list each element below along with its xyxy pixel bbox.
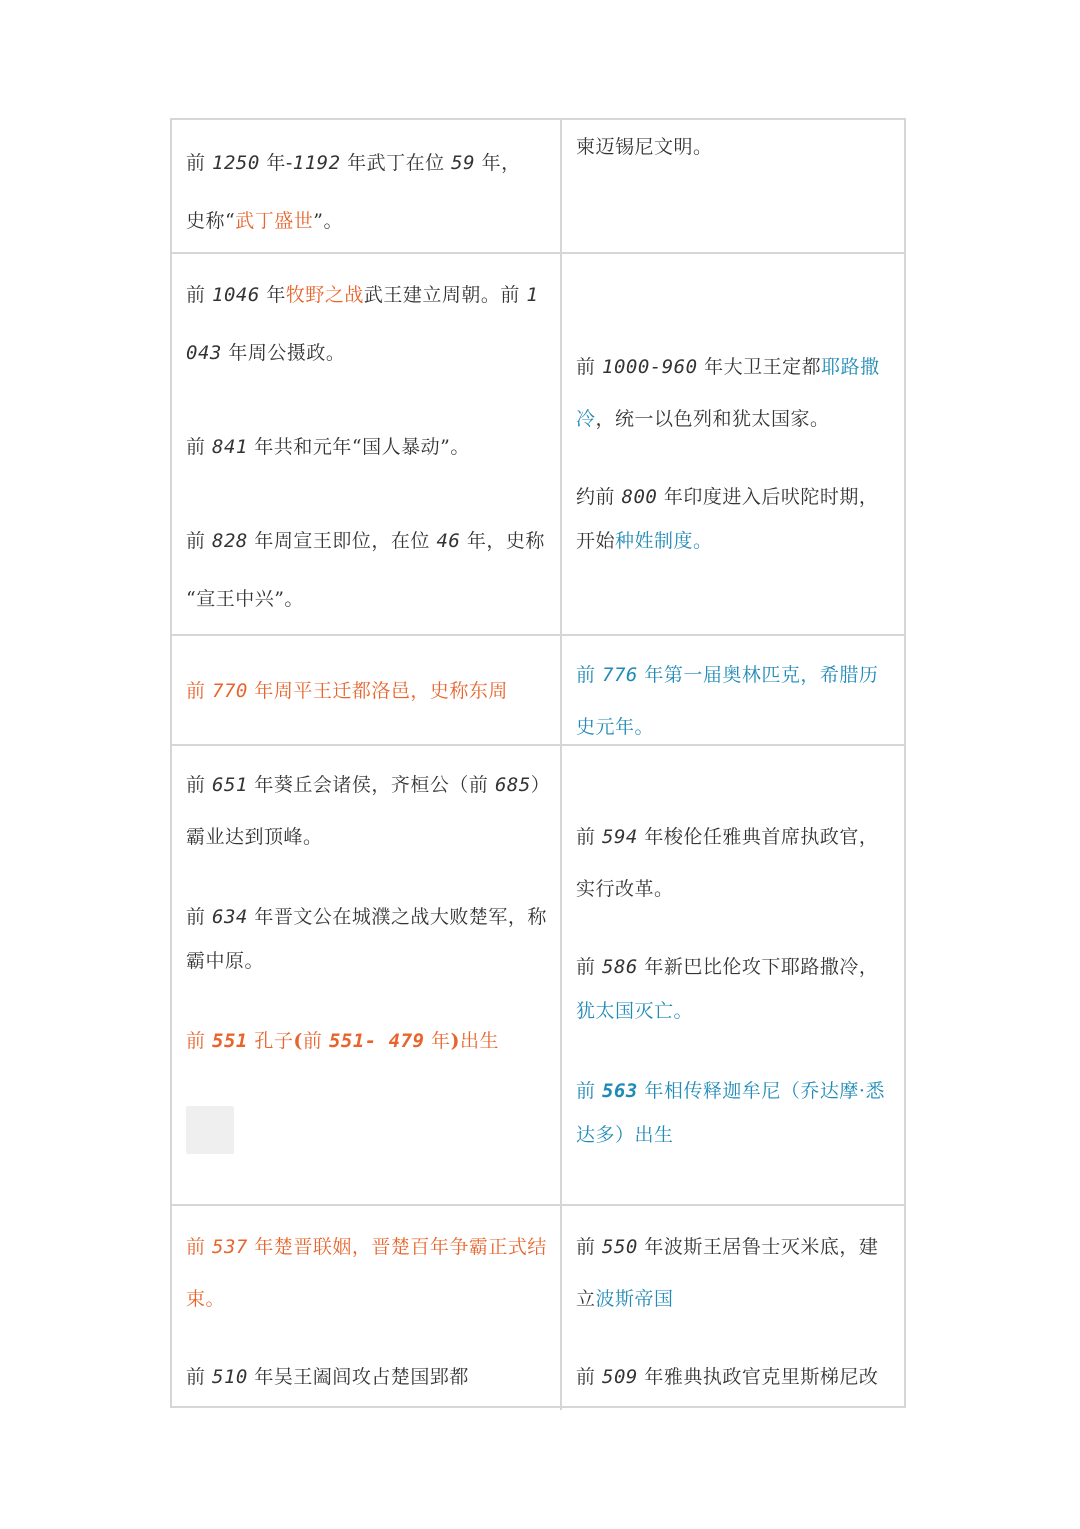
text-segment: 前 <box>186 284 213 306</box>
text-segment: 前 <box>576 1236 603 1258</box>
text-segment: 年波斯王居鲁士灭米底，建 <box>637 1236 879 1258</box>
text-segment: 年新巴比伦攻下耶路撒冷， <box>637 956 879 978</box>
text-line <box>576 660 878 687</box>
text-line <box>576 822 878 849</box>
text-segment: “宣王中兴”。 <box>186 588 304 610</box>
text-segment: 年共和元年“国人暴动”。 <box>247 436 470 458</box>
text-segment: 年楚晋联姻，晋楚百年争霸正式结 <box>247 1236 547 1258</box>
text-segment: 史元年。 <box>576 716 655 738</box>
text-segment: 前 <box>576 1080 603 1102</box>
text-segment: 年， <box>475 152 521 174</box>
text-segment: 776 <box>602 664 638 686</box>
text-segment: 1046 <box>212 284 260 306</box>
text-segment: 1 <box>526 284 539 306</box>
text-line <box>186 1362 469 1389</box>
text-line <box>186 432 470 459</box>
text-line <box>186 1284 225 1311</box>
text-segment: 841 <box>212 436 248 458</box>
text-line <box>186 822 323 849</box>
text-segment: 年第一届奥林匹克，希腊历 <box>637 664 879 686</box>
text-segment: 史称“ <box>186 210 236 232</box>
text-line <box>576 952 878 979</box>
table-row <box>172 746 904 1206</box>
text-segment: 59 <box>451 152 476 174</box>
text-segment: 孔子 <box>247 1030 294 1052</box>
text-segment: 前 <box>576 956 603 978</box>
text-line <box>576 132 713 159</box>
text-line <box>186 280 538 307</box>
text-segment: 波斯帝国 <box>595 1288 674 1310</box>
text-segment: 年 <box>424 1030 451 1052</box>
text-segment: 年周平王迁都洛邑，史称东周 <box>247 680 508 702</box>
text-segment: 800 <box>621 486 658 508</box>
text-segment: 霸业达到顶峰。 <box>186 826 323 848</box>
text-line <box>186 206 343 233</box>
text-line <box>576 526 713 553</box>
text-segment: 年，史称 <box>460 530 545 552</box>
table-cell-china <box>172 254 562 634</box>
text-segment: 前 <box>186 680 213 702</box>
text-segment: 出生 <box>460 1030 500 1052</box>
table-cell-china <box>172 636 562 744</box>
text-segment: 前 <box>186 530 213 552</box>
text-segment: 前 <box>302 1030 329 1052</box>
text-segment: 年 <box>259 284 286 306</box>
table-cell-china <box>172 120 562 252</box>
text-segment: 年周公摄政。 <box>221 342 346 364</box>
text-segment: 043 <box>186 342 222 364</box>
text-segment: 651 <box>212 774 248 796</box>
image-placeholder <box>186 1106 234 1154</box>
text-line <box>576 1076 885 1103</box>
table-cell-world <box>562 636 904 744</box>
text-segment: 前 <box>576 664 603 686</box>
text-line <box>186 148 521 175</box>
text-segment: 551 <box>212 1030 248 1052</box>
text-segment: 年印度进入后吠陀时期， <box>657 486 879 508</box>
text-segment: 束。 <box>186 1288 226 1310</box>
text-segment: ，统一以色列和犹太国家。 <box>595 408 830 430</box>
text-line <box>576 1120 674 1147</box>
text-line <box>576 712 654 739</box>
text-segment: 犹太国灭亡。 <box>576 1000 694 1022</box>
text-line <box>186 584 304 611</box>
table-cell-world <box>562 120 904 252</box>
text-segment: 1250 <box>212 152 260 174</box>
text-segment: 550 <box>602 1236 638 1258</box>
text-segment: ) <box>450 1030 461 1052</box>
text-line <box>576 874 674 901</box>
text-segment: 634 <box>212 906 248 928</box>
text-line <box>576 352 880 379</box>
text-segment: 年晋文公在城濮之战大败楚军，称 <box>247 906 547 928</box>
text-segment: 年- <box>259 152 293 174</box>
text-segment: 种姓制度。 <box>615 530 713 552</box>
text-segment: 牧野之战 <box>285 284 364 306</box>
text-segment: 46 <box>436 530 461 552</box>
text-segment: ( <box>293 1030 303 1052</box>
text-segment: 柬迈锡尼文明。 <box>576 136 713 158</box>
text-segment: 594 <box>602 826 638 848</box>
text-segment: 耶路撒 <box>821 356 880 378</box>
text-segment: 537 <box>212 1236 248 1258</box>
text-line <box>186 676 508 703</box>
text-line <box>576 996 693 1023</box>
text-segment: 约前 <box>576 486 622 508</box>
text-line <box>186 946 264 973</box>
table-cell-china <box>172 1206 562 1410</box>
text-segment: 前 <box>186 152 213 174</box>
text-line <box>576 1362 878 1389</box>
table-row <box>172 1206 904 1410</box>
text-segment: 前 <box>186 1366 213 1388</box>
text-line <box>186 770 550 797</box>
text-line <box>186 902 547 929</box>
text-line <box>186 1026 499 1053</box>
text-line <box>576 404 830 431</box>
text-segment: 586 <box>602 956 638 978</box>
history-table <box>170 118 906 1408</box>
text-segment: 开始 <box>576 530 616 552</box>
text-segment: 武王建立周朝。前 <box>363 284 527 306</box>
text-segment: 前 <box>576 826 603 848</box>
table-cell-china <box>172 746 562 1204</box>
text-segment: 509 <box>602 1366 638 1388</box>
text-segment: 前 <box>186 1030 213 1052</box>
text-line <box>576 1232 878 1259</box>
text-segment: 510 <box>212 1366 248 1388</box>
table-row <box>172 120 904 254</box>
text-segment: ） <box>530 774 551 796</box>
text-segment: 前 <box>186 1236 213 1258</box>
text-segment: 1000-960 <box>602 356 698 378</box>
text-segment: 年吴王阖闾攻占楚国郢都 <box>247 1366 469 1388</box>
text-segment: 武丁盛世 <box>235 210 314 232</box>
text-line <box>186 338 345 365</box>
table-row <box>172 254 904 636</box>
table-cell-world <box>562 746 904 1204</box>
table-cell-world <box>562 1206 904 1410</box>
text-segment: 年葵丘会诸侯，齐桓公（前 <box>247 774 495 796</box>
text-line <box>186 526 545 553</box>
text-segment: 828 <box>212 530 248 552</box>
text-segment: 霸中原。 <box>186 950 265 972</box>
text-segment: 563 <box>602 1080 638 1102</box>
table-row <box>172 636 904 746</box>
text-segment: 前 <box>186 906 213 928</box>
text-segment: 1192 <box>292 152 341 174</box>
text-segment: 前 <box>576 1366 603 1388</box>
text-segment: 达多）出生 <box>576 1124 674 1146</box>
text-segment: 770 <box>212 680 248 702</box>
text-segment: 年大卫王定都 <box>697 356 822 378</box>
text-segment: 年周宣王即位，在位 <box>247 530 437 552</box>
text-segment: 年相传释迦牟尼（乔达摩·悉 <box>637 1080 885 1102</box>
text-line <box>576 482 878 509</box>
text-segment: 前 <box>576 356 603 378</box>
text-segment: 年武丁在位 <box>340 152 452 174</box>
text-segment: 年梭伦任雅典首席执政官， <box>637 826 879 848</box>
text-segment: 冷 <box>576 408 596 430</box>
text-segment: 立 <box>576 1288 596 1310</box>
text-segment: 685 <box>494 774 531 796</box>
text-segment: 年雅典执政官克里斯梯尼改 <box>637 1366 879 1388</box>
text-line <box>186 1232 547 1259</box>
text-segment: 551- 479 <box>328 1030 425 1052</box>
text-segment: 实行改革。 <box>576 878 674 900</box>
text-segment: ”。 <box>313 210 343 232</box>
table-cell-world <box>562 254 904 634</box>
text-line <box>576 1284 674 1311</box>
text-segment: 前 <box>186 774 213 796</box>
text-segment: 前 <box>186 436 213 458</box>
